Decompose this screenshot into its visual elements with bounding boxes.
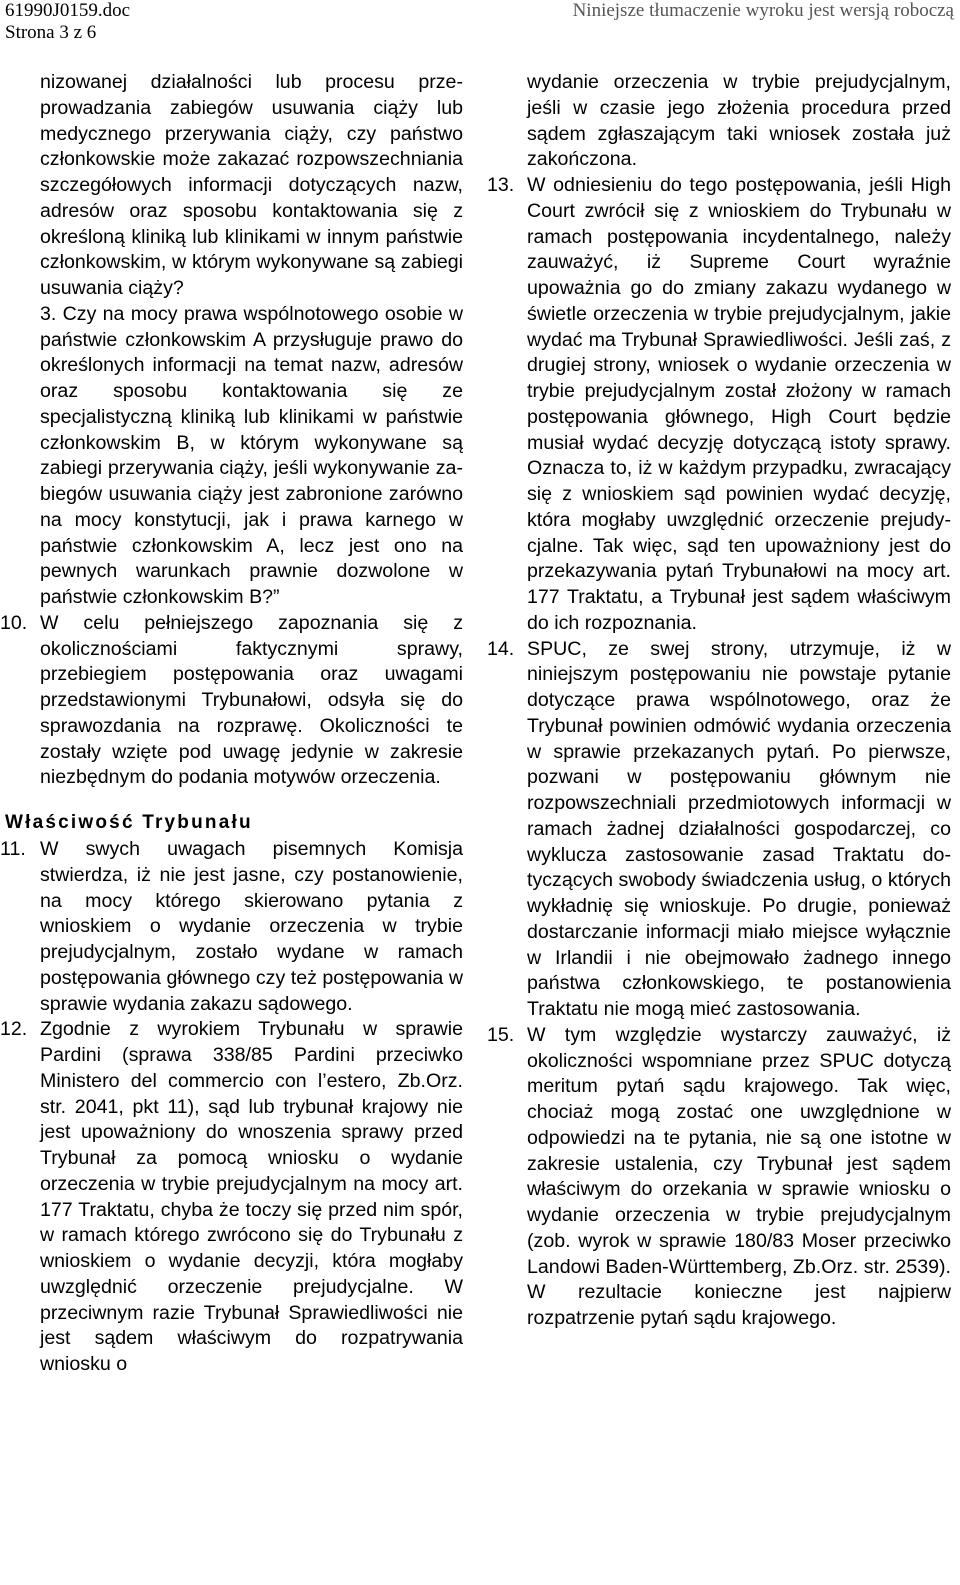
paragraph-12 [0, 1017, 463, 1378]
paragraph-number: 14. [487, 637, 515, 660]
right-column [487, 70, 951, 1332]
paragraph-text: Zgodnie z wyrokiem Trybunału w sprawie Pardini (sprawa 338/85 Pardini przeciwko Ministero del commercio con l’estero, Zb.Orz. str. 2041, pkt 11), sąd lub trybunał krajowy nie jest upoważniony do wnoszenia sprawy przed Trybunał za pomocą wniosku o wydanie orzeczenia w trybie prejudycjalnym na mocy art. 177 Traktatu, chyba że toczy się przed nim spór, w ramach którego zwrócono się do Trybunału z wnioskiem o wydanie decyzji, która mogłaby uwzględnić orzeczenie prejudycjalne. W przeciwnym razie Trybunał Sprawiedliwości nie jest sądem właściwym do rozpatrywania wniosku o [40, 1018, 463, 1375]
draft-note: Niniejsze tłumaczenie wyroku jest wersją roboczą [572, 0, 954, 21]
paragraph-number: 13. [487, 174, 515, 196]
paragraph-number: 10. [0, 611, 28, 634]
paragraph-continuation: wydanie orzeczenia w trybie prejudycjalnym, jeśli w czasie jego złożenia procedura przed sądem zgłaszającym taki wniosek została już zakończona. [527, 71, 951, 171]
paragraph-10 [0, 611, 463, 791]
paragraph-text: W celu pełniejszego zapoznania się z okolicznościami faktycznymi sprawy, przebiegiem postępowania oraz uwagami przedstawionymi Trybunałowi, odsyła się do sprawozdania na rozprawę. Okoliczności te zostały wzięte pod uwagę jedynie w zakresie niezbędnym do podania motywów orzeczenia. [40, 611, 463, 789]
section-heading: Właściwość Trybunału [5, 812, 253, 833]
paragraph-text: SPUC, ze swej strony, utrzymuje, iż w niniejszym postępowaniu nie powstaje pytanie dotyczące prawa wspólnotowego, oraz że Trybunał powinien odmówić wydania orzeczenia w sprawie przekazanych pytań. Po pierwsze, pozwani w postępowaniu głównym nie rozpowszechniali przedmiotowych informacji w ramach żadnej działalności gospodarczej, co wyklucza zastosowanie zasad Traktatu dotyczących swobody świadczenia usług, o których wykładnię się wnioskuje. Po drugie, ponieważ dostarczanie informacji miało miejsce wyłącznie w Irlandii i nie obejmowało żadnego innego państwa członkowskiego, te postanowienia Traktatu nie mogą mieć zastosowania. [527, 637, 951, 1020]
paragraph-number: 12. [0, 1018, 28, 1041]
paragraph-number: 11. [0, 838, 26, 860]
page-number: Strona 3 z 6 [5, 22, 97, 43]
paragraph-14 [487, 637, 951, 1023]
paragraph-number: 15. [487, 1023, 515, 1046]
document-id: 61990J0159.doc [5, 0, 131, 21]
paragraph-15 [487, 1023, 951, 1332]
paragraph-text: W tym względzie wystarczy zauważyć, iż okoliczności wspomniane przez SPUC dotyczą meritum pytań sądu krajowego. Tak więc, chociaż mogą zostać one uwzględnione w odpowiedzi na te pytania, nie są one istotne w zakresie ustalenia, czy Trybunał jest sądem właściwym do orzekania w sprawie wniosku o wydanie orzeczenia w trybie prejudycjalnym (zob. wyrok w sprawie 180/83 Moser przeciwko Landowi Baden-Württemberg, Zb.Orz. str. 2539). W rezultacie konieczne jest najpierw rozpatrzenie pytań sądu krajowego. [527, 1023, 951, 1329]
paragraph-text: W swych uwagach pisemnych Komisja stwierdza, iż nie jest jasne, czy postanowienie, na mocy którego skierowano pytania z wnioskiem o wydanie orzeczenia w trybie prejudycjalnym, zostało wydane w ramach postępowania głównego czy też postępowania w sprawie wydania zakazu sądowego. [40, 838, 463, 1015]
paragraph-text: W odniesieniu do tego postępowania, jeśli High Court zwrócił się z wnioskiem do Trybunału w ramach postępowania incydentalnego, należy zauważyć, iż Supreme Court wyraźnie upoważnia go do zmiany zakazu wydanego w świetle orzeczenia w trybie prejudycjalnym, jakie wydać ma Trybunał Sprawiedliwości. Jeśli zaś, z drugiej strony, wniosek o wydanie orzeczenia w trybie prejudycjalnym został złożony w ramach postępowania głównego, High Court będzie musiał wydać decyzję dotyczącą istoty sprawy. Oznacza to, iż w każdym przypadku, zwracający się z wnioskiem sąd powinien wydać decyzję, która mogłaby uwzględnić orzeczenie prejudycjalne. Tak więc, sąd ten upoważniony jest do przekazywania pytań Trybunałowi na mocy art. 177 Traktatu, a Trybunał jest sądem właściwym do ich rozpoznania. [527, 174, 951, 634]
left-column [0, 70, 463, 1378]
paragraph-13 [487, 173, 951, 637]
question-3: 3. Czy na mocy prawa wspólnotowego osobie w państwie członkowskim A przysługuje prawo do określonych informacji na temat nazw, adresów oraz sposobu kontaktowania się ze specjalistyczną kliniką lub klinikami w państwie członkowskim B, w którym wykonywane są zabiegi przerywania ciąży, jeśli wykonywanie zabiegów usuwania ciąży jest zabronione zarówno na mocy konstytucji, jak i prawa karnego w państwie członkowskim A, lecz jest ono na pewnych warunkach prawnie dozwolone w państwie członkowskim B?” [40, 302, 463, 608]
question-continuation: nizowanej działalności lub procesu przeprowadzania zabiegów usuwania ciąży lub medycznego przerywania ciąży, czy państwo członkowskie może zakazać rozpowszechniania szczegółowych informacji dotyczących nazw, adresów oraz sposobu kontaktowania się z określoną kliniką lub klinikami w innym państwie członkowskim, w którym wykonywane są zabiegi usuwania ciąży? [40, 71, 463, 299]
paragraph-11 [0, 837, 463, 1017]
